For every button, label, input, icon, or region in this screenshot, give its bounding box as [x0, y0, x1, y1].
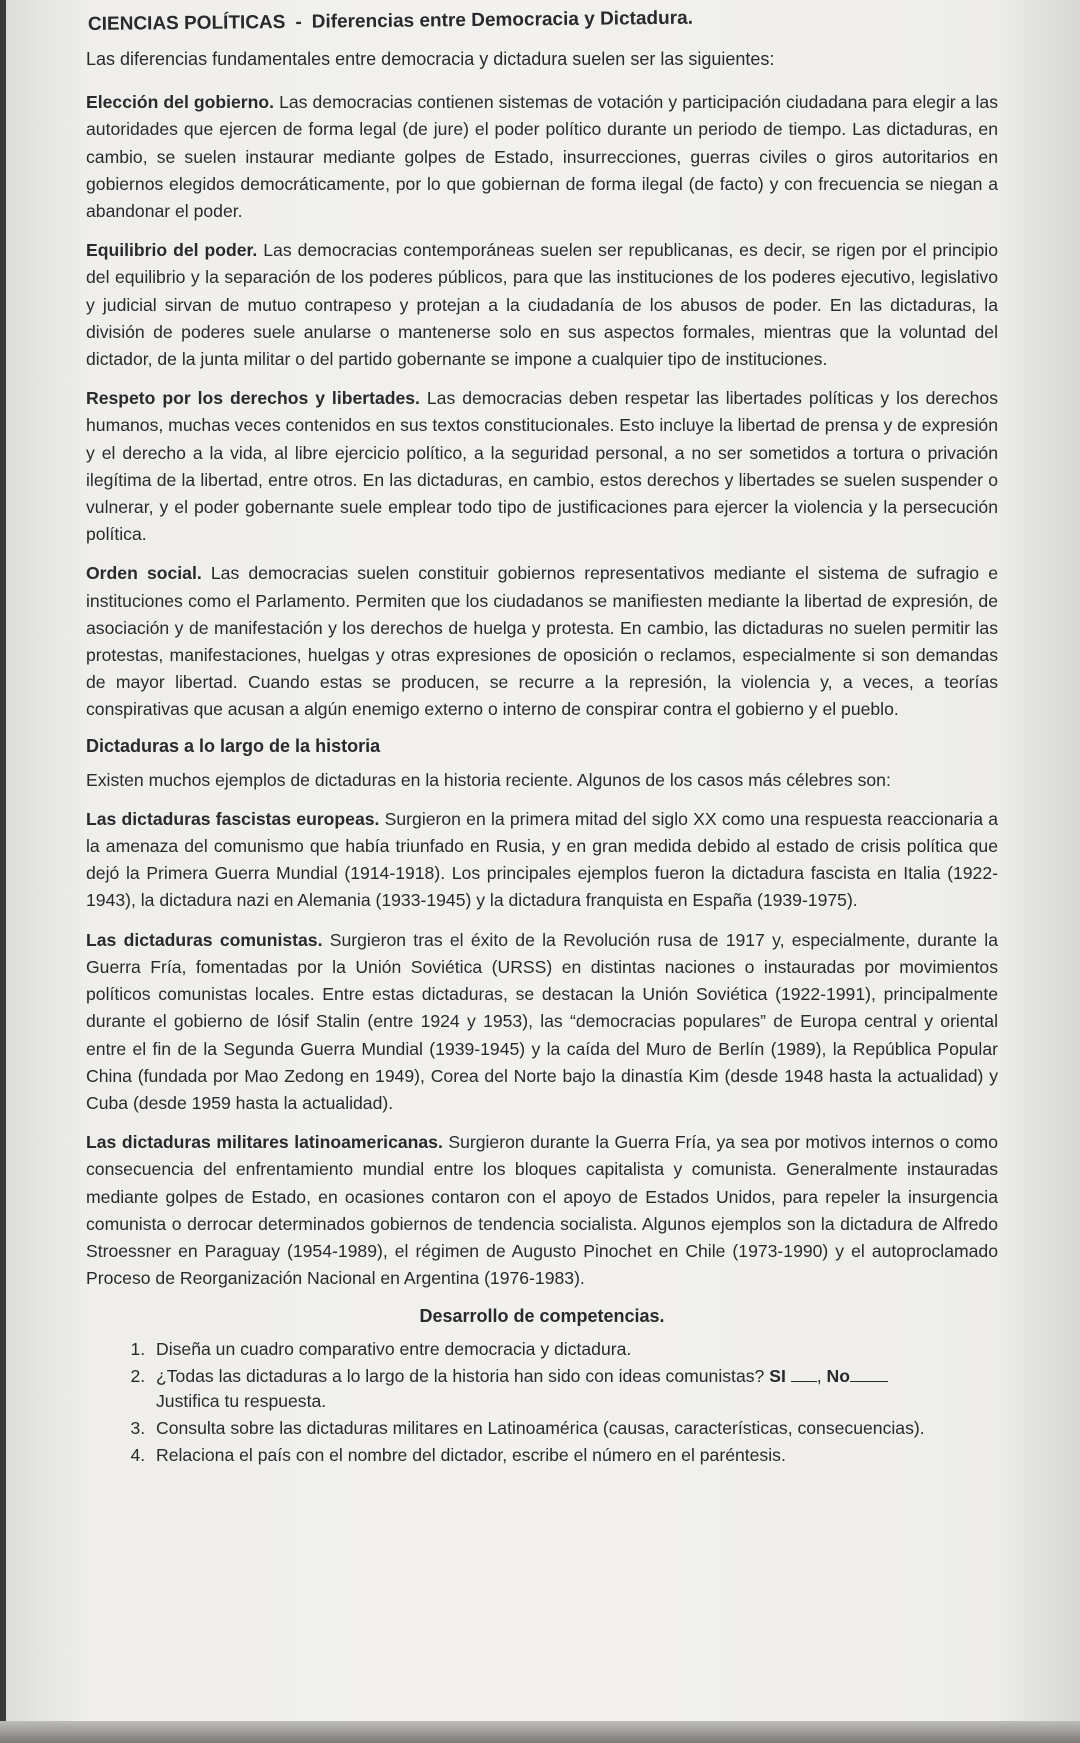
history-body: Surgieron tras el éxito de la Revolución rusa de 1917 y, especialmente, durante la Guerra Fría, fomentadas por la Unión Soviética (URSS) en distintas naciones o instauradas por movimientos políticos comunistas locales. Entre estas dictaduras, se destacan la Unión Soviética (1922-1991), principalmente durante el gobierno de Iósif Stalin (entre 1924 y 1953), las “democracias populares” de Europa central y oriental entre el fin de la Segunda Guerra Mundial (1939-1945) y la caída del Muro de Berlín (1989), la República Popular China (fundada por Mao Zedong en 1949), Corea del Norte bajo la dinastía Kim (desde 1948 hasta la actualidad) y Cuba (desde 1959 hasta la actualidad).: [86, 929, 998, 1113]
history-militares: [86, 1129, 998, 1292]
history-lead: Las dictaduras comunistas.: [86, 929, 323, 950]
question-text: Consulta sobre las dictaduras militares en Latinoamérica (causas, características, consecuencias).: [156, 1418, 925, 1439]
section-body: Las democracias deben respetar las libertades políticas y los derechos humanos, muchas veces contenidos en sus textos constitucionales. Esto incluye la libertad de prensa y de expresión y el derecho a la vida, al libre ejercicio político, a la seguridad personal, a no ser sometidos a tortura o privación ilegítima de la libertad, entre otros. En las dictaduras, en cambio, estos derechos y libertades se suelen suspender o vulnerar, y el poder gobernante suele emplear todo tipo de justificaciones para ejercer la violencia y la persecución política.: [86, 388, 998, 545]
section-body: Las democracias contemporáneas suelen ser republicanas, es decir, se rigen por el principio del equilibrio y la separación de los poderes públicos, para que las instituciones de los poderes ejecutivo, legislativo y judicial sirvan de mutuo contrapeso y protejan a la ciudadanía de los abusos de poder. En las dictaduras, la división de poderes suele anularse o mantenerse solo en sus aspectos formales, mientras que la voluntad del dictador, de la junta militar o del partido gobernante se impone a cualquier tipo de instituciones.: [86, 240, 998, 370]
history-body: Surgieron en la primera mitad del siglo XX como una respuesta reaccionaria a la amenaza del comunismo que había triunfado en Rusia, y en gran medida debido al estado de crisis política que dejó la Primera Guerra Mundial (1914-1918). Los principales ejemplos fueron la dictadura fascista en Italia (1922-1943), la dictadura nazi en Alemania (1933-1945) y la dictadura franquista en España (1939-1975).: [86, 808, 999, 911]
history-lead: Las dictaduras fascistas europeas.: [86, 808, 380, 829]
subject-label: CIENCIAS POLÍTICAS: [87, 11, 286, 35]
section-lead: Equilibrio del poder.: [86, 240, 258, 261]
question-1: [150, 1337, 998, 1362]
history-intro: Existen muchos ejemplos de dictaduras en la historia reciente. Algunos de los casos más célebres son:: [86, 769, 891, 790]
section-orden-social: [86, 560, 998, 723]
page-bottom-shadow: [0, 1721, 1080, 1743]
page-left-edge: [0, 0, 6, 1743]
section-derechos: [86, 385, 998, 548]
history-comunistas: [86, 927, 998, 1117]
section-equilibrio: [86, 237, 998, 373]
history-body: Surgieron durante la Guerra Fría, ya sea por motivos internos o como consecuencia del enfrentamiento mundial entre los bloques capitalista y comunista. Generalmente instauradas mediante golpes de Estado, en ocasiones contaron con el apoyo de Estados Unidos, para repeler la insurgencia comunista o derrocar determinados gobiernos de tendencia socialista. Algunos ejemplos son la dictadura de Alfredo Stroessner en Paraguay (1954-1989), el régimen de Augusto Pinochet en Chile (1973-1990) y el autoproclamado Proceso de Reorganización Nacional en Argentina (1976-1983).: [86, 1132, 998, 1289]
history-fascistas: [86, 806, 998, 915]
question-4: [150, 1443, 998, 1468]
section-eleccion: [86, 89, 998, 225]
question-2: 2. ¿Todas las dictaduras a lo largo de la historia han sido con ideas comunistas? SI , No Justifica tu respuesta.: [150, 1364, 998, 1414]
question-3: [150, 1416, 998, 1441]
yes-option-label: SI: [769, 1366, 786, 1387]
history-lead: Las dictaduras militares latinoamericanas.: [86, 1132, 443, 1153]
section-body: Las democracias contienen sistemas de votación y participación ciudadana para elegir a las autoridades que ejercen de forma legal (de jure) el poder político durante un periodo de tiempo. Las dictaduras, en cambio, se suelen instaurar mediante golpes de Estado, insurrecciones, guerras civiles o giros autoritarios en gobiernos elegidos democráticamente, por lo que gobiernan de forma ilegal (de facto) y con frecuencia se niegan a abandonar el poder.: [86, 92, 998, 222]
question-text: Relaciona el país con el nombre del dictador, escribe el número en el paréntesis.: [156, 1445, 786, 1466]
history-heading: Dictaduras a lo largo de la historia: [86, 735, 381, 756]
question-subtext: Justifica tu respuesta.: [156, 1391, 327, 1412]
intro-paragraph: Las diferencias fundamentales entre democracia y dictadura suelen ser las siguientes:: [86, 49, 775, 69]
question-text: Diseña un cuadro comparativo entre democracia y dictadura.: [156, 1339, 632, 1360]
header-separator: -: [295, 11, 302, 33]
question-text: ¿Todas las dictaduras a lo largo de la historia han sido con ideas comunistas?: [156, 1366, 765, 1387]
yes-answer-blank[interactable]: [791, 1367, 817, 1382]
worksheet-header: [88, 4, 998, 36]
section-lead: Elección del gobierno.: [86, 92, 275, 113]
competencias-heading: Desarrollo de competencias.: [419, 1306, 665, 1327]
section-lead: Respeto por los derechos y libertades.: [86, 388, 420, 409]
no-answer-blank[interactable]: [850, 1367, 888, 1382]
section-lead: Orden social.: [86, 563, 202, 584]
section-body: Las democracias suelen constituir gobiernos representativos mediante el sistema de sufragio e instituciones como el Parlamento. Permiten que los ciudadanos se manifiesten mediante la libertad de expresión, de asociación y de manifestación y los derechos de huelga y protesta. En cambio, las dictaduras no suelen permitir las protestas, manifestaciones, huelgas y otras expresiones de oposición o reclamos, especialmente si son demandas de mayor libertad. Cuando estas se producen, se recurre a la represión, la violencia y, a veces, a teorías conspirativas que acusan a algún enemigo externo o interno de conspirar contra el gobierno y el pueblo.: [86, 563, 999, 720]
page-title: Diferencias entre Democracia y Dictadura.: [311, 7, 694, 33]
no-option-label: No: [826, 1366, 850, 1387]
competencias-list: [86, 1337, 998, 1468]
